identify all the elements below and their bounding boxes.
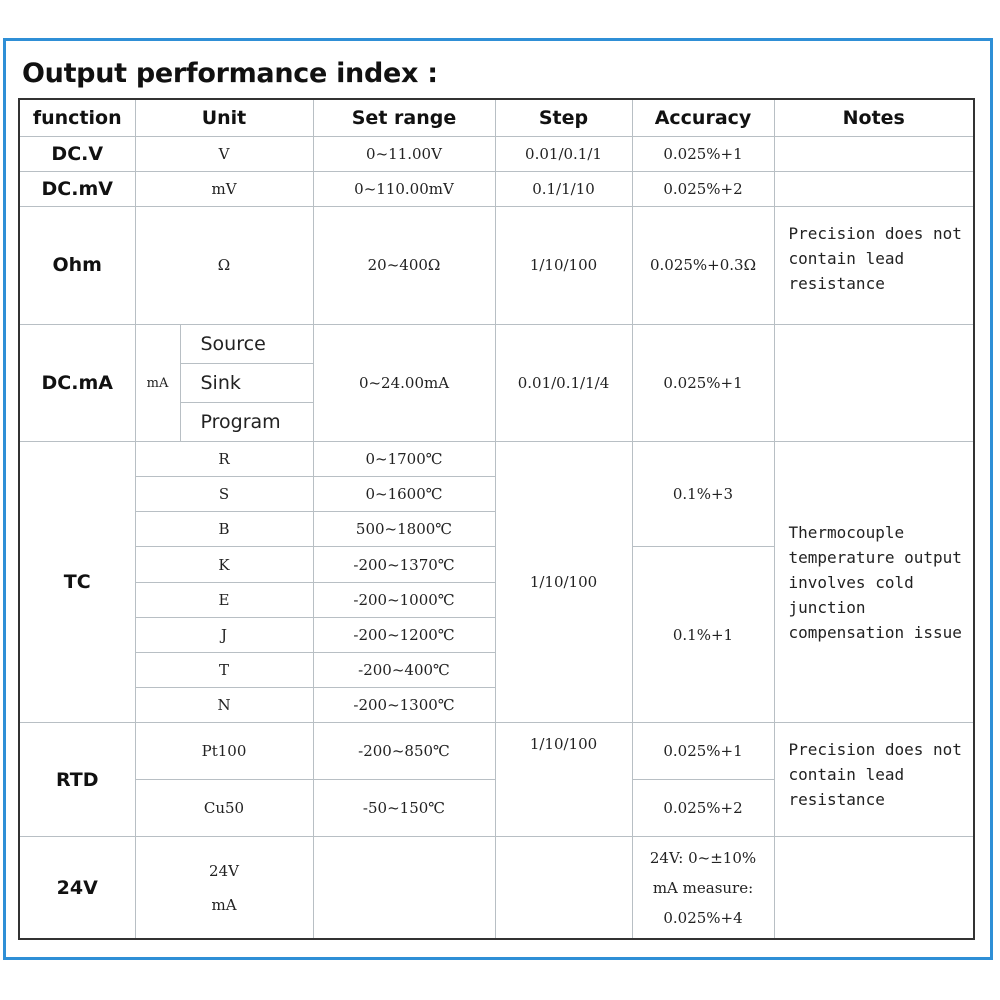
unit-dcmv: mV [135,171,313,206]
tc-type-k: K [135,547,313,582]
notes-dcmv [774,171,974,206]
step-rtd: 1/10/100 [495,722,632,836]
tc-range-t: -200~400℃ [313,652,495,687]
header-function: function [19,99,135,136]
unit-24v [135,837,313,939]
tc-type-b: B [135,512,313,547]
accuracy-tc-others: 0.1%+1 [632,547,774,722]
page-title: Output performance index : [22,58,438,89]
row-24v [19,837,974,939]
unit-dcma: mA [135,325,180,442]
mode-program: Program [180,403,313,442]
header-step: Step [495,99,632,136]
tc-type-n: N [135,687,313,722]
tc-type-j: J [135,617,313,652]
range-ohm: 20~400Ω [313,206,495,324]
rtd-accuracy-cu50: 0.025%+2 [632,780,774,837]
accuracy-dcmv: 0.025%+2 [632,171,774,206]
row-ohm [19,206,974,324]
accuracy-tc-rsb: 0.1%+3 [632,442,774,547]
unit-ohm: Ω [135,206,313,324]
tc-range-b: 500~1800℃ [313,512,495,547]
function-ohm: Ohm [19,206,135,324]
function-dcma: DC.mA [19,325,135,442]
header-set-range: Set range [313,99,495,136]
mode-sink: Sink [180,364,313,403]
rtd-range-pt100: -200~850℃ [313,722,495,779]
notes-tc: Thermocouple temperature output involves cold junction compensation issue [774,442,974,723]
step-tc: 1/10/100 [495,442,632,723]
step-24v [495,837,632,939]
row-rtd-pt100 [19,722,974,779]
row-tc-r [19,442,974,477]
accuracy-24v-line3: 0.025%+4 [663,908,743,927]
tc-type-t: T [135,652,313,687]
rtd-type-cu50: Cu50 [135,780,313,837]
mode-source: Source [180,325,313,364]
notes-dcma [774,325,974,442]
header-row [19,99,974,136]
unit-24v-line2: mA [211,895,237,914]
function-tc: TC [19,442,135,723]
function-24v: 24V [19,837,135,939]
notes-ohm: Precision does not contain lead resistance [774,206,974,324]
range-dcv: 0~11.00V [313,136,495,171]
rtd-accuracy-pt100: 0.025%+1 [632,722,774,779]
tc-type-s: S [135,477,313,512]
row-dcmv [19,171,974,206]
accuracy-24v-line2: mA measure: [652,878,754,897]
range-24v [313,837,495,939]
header-unit: Unit [135,99,313,136]
rtd-range-cu50: -50~150℃ [313,780,495,837]
accuracy-dcv: 0.025%+1 [632,136,774,171]
step-dcv: 0.01/0.1/1 [495,136,632,171]
tc-range-r: 0~1700℃ [313,442,495,477]
tc-range-k: -200~1370℃ [313,547,495,582]
accuracy-24v-line1: 24V: 0~±10% [649,848,757,867]
tc-type-r: R [135,442,313,477]
range-dcma: 0~24.00mA [313,325,495,442]
unit-dcv: V [135,136,313,171]
function-dcmv: DC.mV [19,171,135,206]
tc-range-j: -200~1200℃ [313,617,495,652]
unit-24v-line1: 24V [209,861,239,880]
header-notes: Notes [774,99,974,136]
step-dcmv: 0.1/1/10 [495,171,632,206]
tc-type-e: E [135,582,313,617]
tc-range-s: 0~1600℃ [313,477,495,512]
rtd-type-pt100: Pt100 [135,722,313,779]
step-ohm: 1/10/100 [495,206,632,324]
notes-24v [774,837,974,939]
row-dcma-source [19,325,974,364]
row-dcv [19,136,974,171]
accuracy-dcma: 0.025%+1 [632,325,774,442]
function-rtd: RTD [19,722,135,836]
accuracy-ohm: 0.025%+0.3Ω [632,206,774,324]
tc-range-e: -200~1000℃ [313,582,495,617]
range-dcmv: 0~110.00mV [313,171,495,206]
performance-table [18,98,975,940]
accuracy-24v [632,837,774,939]
function-dcv: DC.V [19,136,135,171]
tc-range-n: -200~1300℃ [313,687,495,722]
notes-rtd: Precision does not contain lead resistance [774,722,974,836]
step-dcma: 0.01/0.1/1/4 [495,325,632,442]
notes-dcv [774,136,974,171]
header-accuracy: Accuracy [632,99,774,136]
